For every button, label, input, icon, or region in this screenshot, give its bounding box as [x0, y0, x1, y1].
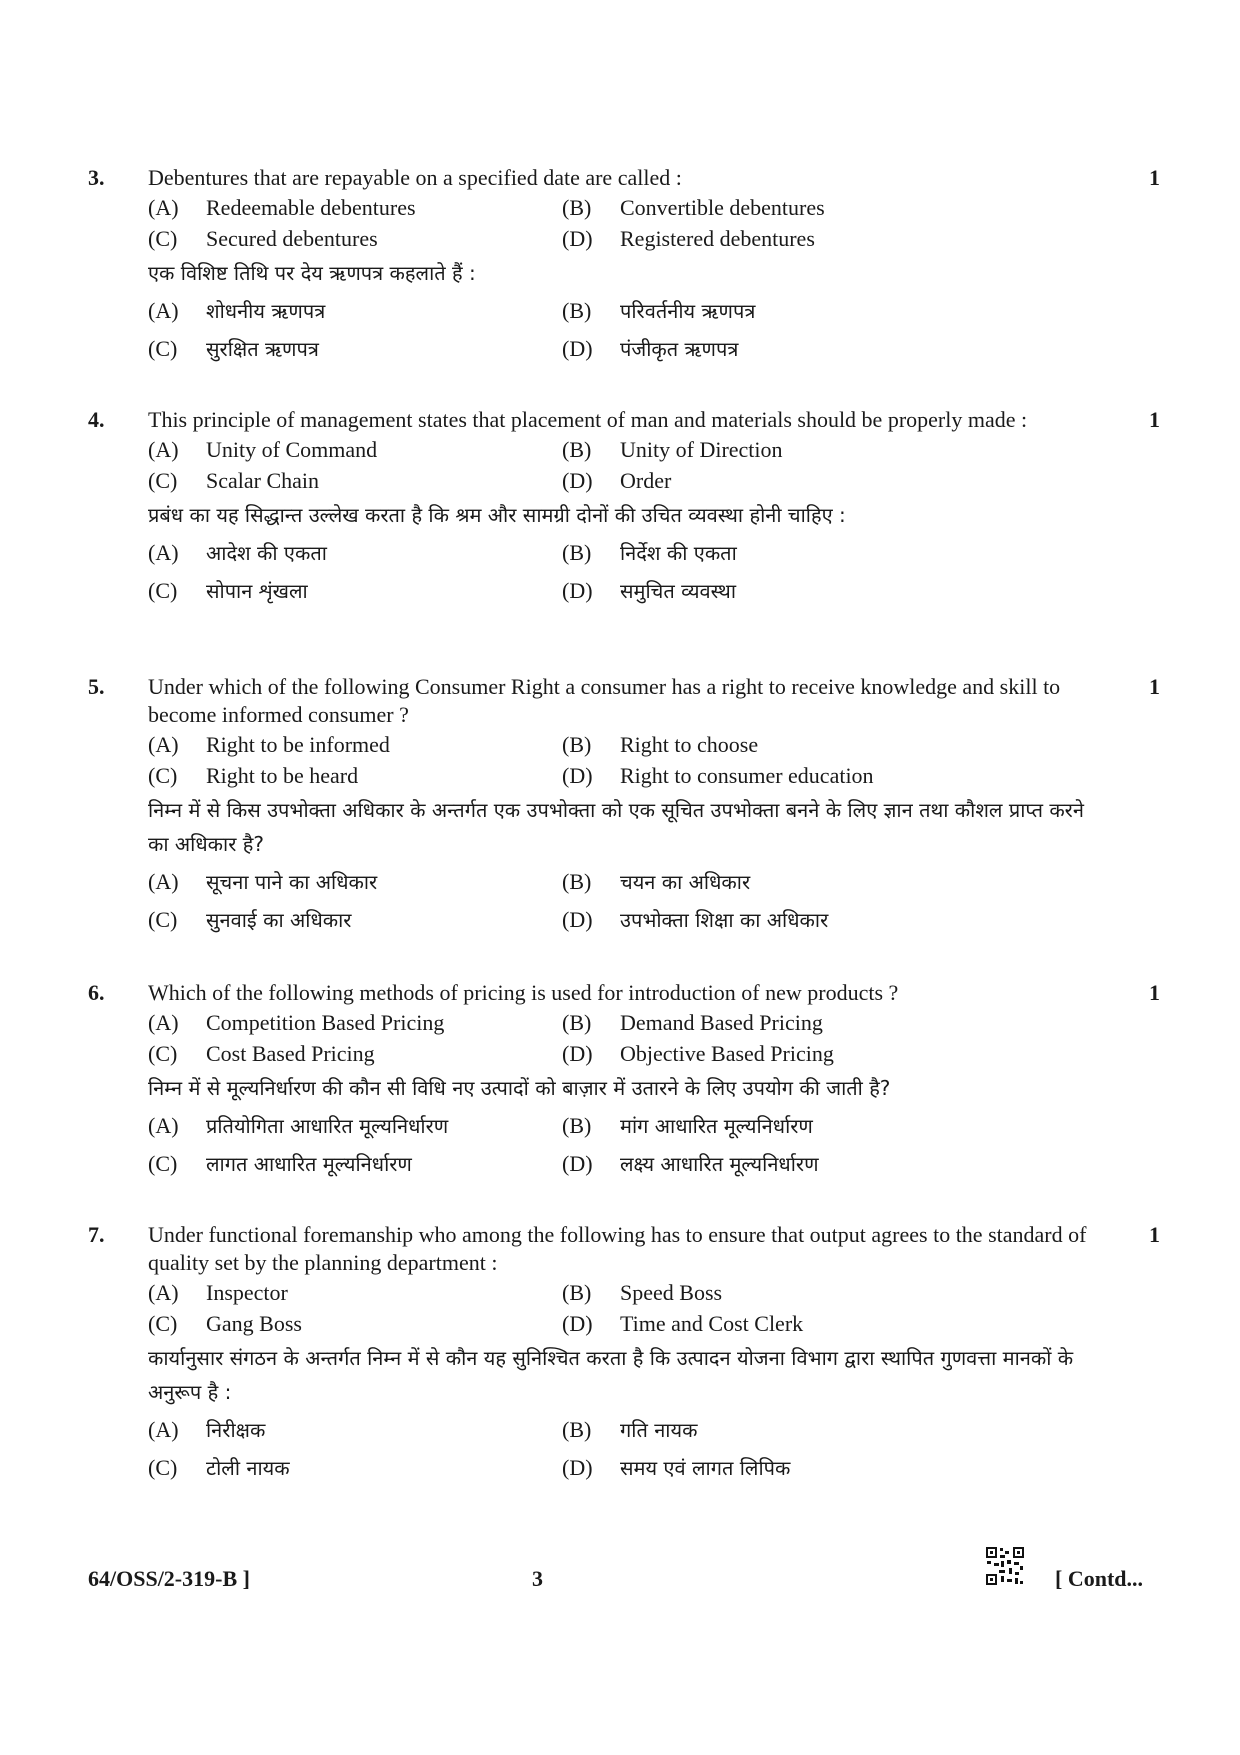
option-b: (B) Convertible debentures — [562, 195, 825, 220]
option-d: (D) Objective Based Pricing — [562, 1041, 834, 1066]
options-english — [148, 434, 1108, 496]
option-c: (C) सोपान शृंखला — [148, 578, 308, 603]
options-english — [148, 1007, 1108, 1069]
option-c: (C) सुरक्षित ऋणपत्र — [148, 336, 319, 361]
option-d: (D) Order — [562, 468, 672, 493]
option-a: (A) आदेश की एकता — [148, 540, 327, 565]
option-a: (A) Inspector — [148, 1280, 288, 1305]
option-d: (D) Registered debentures — [562, 226, 815, 251]
option-d: (D) उपभोक्ता शिक्षा का अधिकार — [562, 907, 829, 932]
continued-note: [ Contd... — [1055, 1566, 1144, 1591]
question-marks: 1 — [1149, 165, 1160, 190]
qr-code-icon — [985, 1546, 1025, 1586]
option-a: (A) शोधनीय ऋणपत्र — [148, 298, 326, 323]
question-marks: 1 — [1149, 407, 1160, 432]
option-a: (A) Unity of Command — [148, 437, 378, 462]
option-d: (D) लक्ष्य आधारित मूल्यनिर्धारण — [562, 1151, 819, 1176]
option-b: (B) गति नायक — [562, 1417, 698, 1442]
question-text-english: Debentures that are repayable on a specified date are called : — [148, 165, 682, 190]
option-a: (A) Redeemable debentures — [148, 195, 416, 220]
option-b: (B) Right to choose — [562, 732, 759, 757]
option-b: (B) निर्देश की एकता — [562, 540, 737, 565]
option-a: (A) Competition Based Pricing — [148, 1010, 445, 1035]
question-text-english: Under which of the following Consumer Right a consumer has a right to receive knowledge and skill to become informed consumer ? — [148, 674, 1061, 727]
option-d: (D) पंजीकृत ऋणपत्र — [562, 336, 739, 361]
page-number: 3 — [532, 1566, 543, 1591]
question-number: 5. — [88, 674, 105, 699]
options-hindi — [148, 536, 1108, 608]
option-d: (D) समय एवं लागत लिपिक — [562, 1455, 791, 1480]
option-b: (B) Unity of Direction — [562, 437, 783, 462]
options-hindi — [148, 1109, 1108, 1181]
question-text-english: Under functional foremanship who among the following has to ensure that output agrees to the standard of quality set by the planning department : — [148, 1222, 1087, 1275]
options-hindi — [148, 294, 1108, 366]
question-text-english: Which of the following methods of pricing is used for introduction of new products ? — [148, 980, 899, 1005]
question-text-hindi: एक विशिष्ट तिथि पर देय ऋणपत्र कहलाते हैं : — [148, 261, 476, 285]
option-c: (C) सुनवाई का अधिकार — [148, 907, 352, 932]
option-b: (B) मांग आधारित मूल्यनिर्धारण — [562, 1113, 813, 1138]
option-c: (C) लागत आधारित मूल्यनिर्धारण — [148, 1151, 412, 1176]
question-text-hindi: निम्न में से किस उपभोक्ता अधिकार के अन्तर्गत एक उपभोक्ता को एक सूचित उपभोक्ता बनने के लिए ज्ञान तथा कौशल प्राप्त करने का अधिकार है? — [148, 798, 1084, 856]
question-text-hindi: कार्यानुसार संगठन के अन्तर्गत निम्न में से कौन यह सुनिश्चित करता है कि उत्पादन योजना विभाग द्वारा स्थापित गुणवत्ता मानकों के अनुरूप है : — [148, 1346, 1074, 1404]
question-number: 3. — [88, 165, 105, 190]
options-english — [148, 729, 1108, 791]
option-c: (C) Scalar Chain — [148, 468, 320, 493]
question-marks: 1 — [1149, 980, 1160, 1005]
option-a: (A) निरीक्षक — [148, 1417, 266, 1442]
option-b: (B) Demand Based Pricing — [562, 1010, 823, 1035]
option-a: (A) प्रतियोगिता आधारित मूल्यनिर्धारण — [148, 1113, 449, 1138]
option-d: (D) Time and Cost Clerk — [562, 1311, 804, 1336]
option-a: (A) Right to be informed — [148, 732, 390, 757]
options-english — [148, 192, 1108, 254]
question-marks: 1 — [1149, 1222, 1160, 1247]
question-text-hindi: निम्न में से मूल्यनिर्धारण की कौन सी विधि नए उत्पादों को बाज़ार में उतारने के लिए उपयोग की जाती है? — [148, 1076, 891, 1100]
question-marks: 1 — [1149, 674, 1160, 699]
question-number: 4. — [88, 407, 105, 432]
option-b: (B) चयन का अधिकार — [562, 869, 751, 894]
options-hindi — [148, 865, 1108, 937]
option-c: (C) Secured debentures — [148, 226, 378, 251]
question-number: 7. — [88, 1222, 105, 1247]
option-c: (C) टोली नायक — [148, 1455, 290, 1480]
options-hindi — [148, 1413, 1108, 1485]
question-number: 6. — [88, 980, 105, 1005]
option-b: (B) Speed Boss — [562, 1280, 723, 1305]
option-b: (B) परिवर्तनीय ऋणपत्र — [562, 298, 756, 323]
option-d: (D) समुचित व्यवस्था — [562, 578, 737, 603]
question-text-hindi: प्रबंध का यह सिद्धान्त उल्लेख करता है कि श्रम और सामग्री दोनों की उचित व्यवस्था होनी चाहिए : — [148, 503, 846, 527]
question-text-english: This principle of management states that placement of man and materials should be properly made : — [148, 407, 1028, 432]
option-d: (D) Right to consumer education — [562, 763, 874, 788]
options-english — [148, 1277, 1108, 1339]
option-c: (C) Gang Boss — [148, 1311, 302, 1336]
option-a: (A) सूचना पाने का अधिकार — [148, 869, 378, 894]
option-c: (C) Cost Based Pricing — [148, 1041, 375, 1066]
option-c: (C) Right to be heard — [148, 763, 359, 788]
paper-code: 64/OSS/2-319-B ] — [88, 1566, 250, 1591]
